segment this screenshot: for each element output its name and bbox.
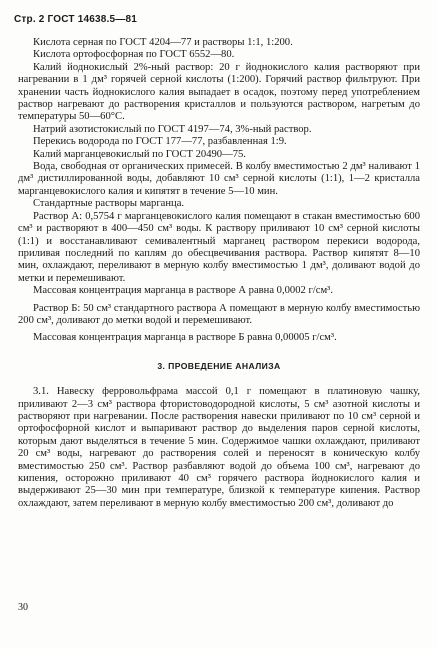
paragraph: 3.1. Навеску ферровольфрама массой 0,1 г помещают в платиновую чашку, приливают 2—3 см³ раствора фтористоводородной кислоты, 5 см³ азотной кислоты и растворяют при нагревании. После растворения навески приливают по 10 см³ серной и ортофосфорной кислот и выпаривают раствор до выделения паров серной кислоты, которым дают выделяться в течение 5 мин. Содержимое чашки охлаждают, приливают 20 см³ воды, нагревают до растворения солей и переносят в коническую колбу вместимостью 250 см³. Раствор разбавляют водой до объема 100 см³, нагревают до кипения, осторожно приливают 40 см³ горячего раствора йоднокислого калия и выдерживают 25—30 мин при температуре, близкой к температуре кипения. Раствор охлаждают, затем переливают в мерную колбу вместимостью 200 см³, доливают до <box>18 386 420 509</box>
paragraph: Перекись водорода по ГОСТ 177—77, разбавленная 1:9. <box>33 136 287 148</box>
document-body <box>18 37 420 510</box>
paragraph: Кислота серная по ГОСТ 4204—77 и растворы 1:1, 1:200. <box>33 37 293 48</box>
paragraph: Кислота ортофосфорная по ГОСТ 6552—80. <box>33 49 235 61</box>
paragraph: Стандартные растворы марганца. <box>33 198 185 210</box>
paragraph: Калий марганцевокислый по ГОСТ 20490—75. <box>33 148 246 160</box>
paragraph: Массовая концентрация марганца в растворе Б равна 0,00005 г/см³. <box>33 332 337 344</box>
paragraph: Раствор Б: 50 см³ стандартного раствора А помещают в мерную колбу вместимостью 200 см³, доливают до метки водой и перемешивают. <box>18 302 420 326</box>
section-heading: 3. ПРОВЕДЕНИЕ АНАЛИЗА <box>157 360 281 371</box>
paragraph: Натрий азотистокислый по ГОСТ 4197—74, 3%-ный раствор. <box>33 123 312 135</box>
page-number: 30 <box>18 602 28 613</box>
running-head: Стр. 2 ГОСТ 14638.5—81 <box>14 14 137 25</box>
paragraph: Массовая концентрация марганца в растворе А равна 0,0002 г/см³. <box>33 285 333 297</box>
paragraph: Раствор А: 0,5754 г марганцевокислого калия помещают в стакан вместимостью 600 см³ и растворяют в 400—450 см³ воды. К раствору приливают 10 см³ серной кислоты (1:1) и восстанавливают семивалентный марганец раствором перекиси водорода, приливая последний по каплям до обесцвечивания раствора. Раствор кипятят 8—10 мин, охлаждают, переливают в мерную колбу вместимостью 1 дм³, доливают водой до метки и перемешивают. <box>18 210 420 284</box>
paragraph: Вода, свободная от органических примесей. В колбу вместимостью 2 дм³ наливают 1 дм³ дистиллированной воды, добавляют 10 см³ серной кислоты (1:1), 1—2 кристалла марганцевокислого калия и кипятят в течение 5—10 мин. <box>18 161 420 197</box>
paragraph: Калий йоднокислый 2%-ный раствор: 20 г йоднокислого калия растворяют при нагревании в 1 дм³ горячей серной кислоты (1:200). Горячий раствор фильтруют. При хранении часть йоднокислого калия выпадает в осадок, поэтому перед употреблением раствор нагревают до растворения кристаллов и пользуются раствором, нагретым до температуры 50—60°С. <box>18 61 420 123</box>
